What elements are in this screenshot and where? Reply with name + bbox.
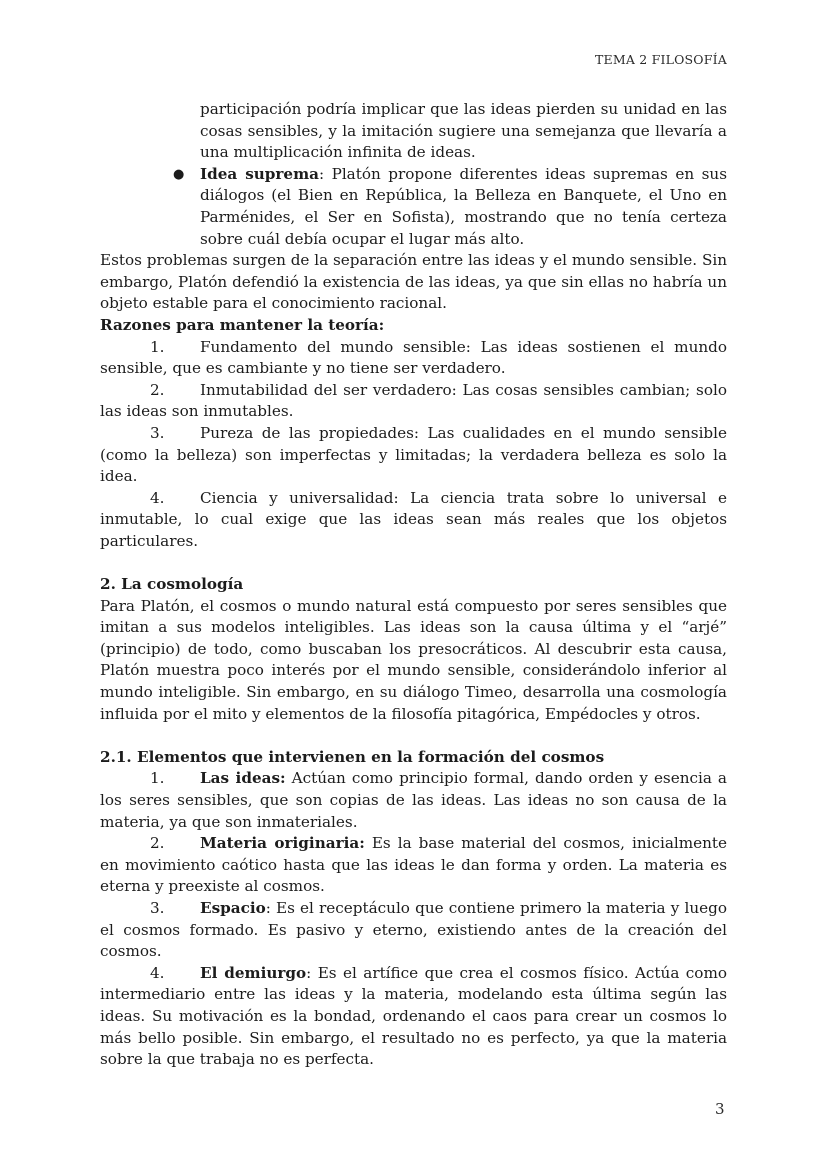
element-text: : Es el artífice que crea el cosmos físico. Actúa como intermediario entre las ideas y la materia, modelando esta última según las ideas. Su motivación es la bondad, ordenando el caos para crear un cosmos lo más bello posible. Sin embargo, el resultado no es perfecto, ya que la materia sobre la que trabaja no es perfecta. — [100, 963, 727, 1069]
list-number: 3. — [150, 423, 165, 442]
bullet-item-idea-suprema — [173, 164, 727, 250]
reason-text: Ciencia y universalidad: La ciencia trata sobre lo universal e inmutable, lo cual exige que las ideas sean más reales que los objetos particulares. — [100, 488, 727, 550]
element-label: Espacio — [200, 898, 266, 917]
reason-item-2 — [100, 380, 727, 423]
reason-item-1 — [100, 337, 727, 380]
list-number: 3. — [150, 898, 165, 917]
list-number: 2. — [150, 834, 165, 853]
subsection-heading-elements: 2.1. Elementos que intervienen en la formación del cosmos — [100, 747, 605, 766]
element-label: El demiurgo — [200, 963, 307, 982]
bullet-text: : Platón propone diferentes ideas supremas en sus diálogos (el Bien en República, la Belleza en Banquete, el Uno en Parménides, el Ser en Sofista), mostrando que no tenía certeza sobre cuál debía ocupar el lugar más alto. — [200, 164, 727, 248]
summary-paragraph: Estos problemas surgen de la separación entre las ideas y el mundo sensible. Sin embargo, Platón defendió la existencia de las ideas, ya que sin ellas no habría un objeto estable para el conocimiento racional. — [100, 251, 727, 313]
list-number: 2. — [150, 380, 165, 399]
reason-text: Fundamento del mundo sensible: Las ideas sostienen el mundo sensible, que es cambiante y no tiene ser verdadero. — [100, 337, 727, 378]
page-body — [100, 99, 727, 1071]
reason-item-3 — [100, 423, 727, 488]
reason-text: Inmutabilidad del ser verdadero: Las cosas sensibles cambian; solo las ideas son inmutables. — [100, 380, 727, 421]
reason-text: Pureza de las propiedades: Las cualidades en el mundo sensible (como la belleza) son imperfectas y limitadas; la verdadera belleza es solo la idea. — [100, 423, 727, 486]
section-heading-cosmology: 2. La cosmología — [100, 575, 244, 594]
spacer — [100, 725, 727, 747]
element-item-3 — [100, 898, 727, 963]
element-text: Actúan como principio formal, dando orden y esencia a los seres sensibles, que son copias de las ideas. Las ideas no son causa de la materia, ya que son inmateriales. — [100, 769, 727, 831]
spacer — [100, 552, 727, 574]
reason-item-4 — [100, 488, 727, 553]
list-number: 4. — [150, 963, 165, 982]
page-number: 3 — [715, 1100, 725, 1118]
list-number: 4. — [150, 488, 165, 507]
element-text: : Es el receptáculo que contiene primero la materia y luego el cosmos formado. Es pasivo y eterno, existiendo antes de la creación del cosmos. — [100, 898, 727, 961]
list-number: 1. — [150, 337, 165, 356]
element-item-1 — [100, 768, 727, 833]
element-item-2 — [100, 833, 727, 898]
continuation-paragraph: participación podría implicar que las ideas pierden su unidad en las cosas sensibles, y la imitación sugiere una semejanza que llevaría a una multiplicación infinita de ideas. — [200, 100, 727, 162]
reasons-heading: Razones para mantener la teoría: — [100, 315, 385, 334]
element-label: Materia originaria: — [200, 834, 365, 853]
element-label: Las ideas: — [200, 769, 286, 788]
element-item-4 — [100, 963, 727, 1071]
bullet-icon: ● — [173, 166, 185, 182]
cosmology-paragraph: Para Platón, el cosmos o mundo natural está compuesto por seres sensibles que imitan a sus modelos inteligibles. Las ideas son la causa última y el “arjé” (principio) de todo, como buscaban los presocráticos. Al descubrir esta causa, Platón muestra poco interés por el mundo sensible, considerándolo inferior al mundo inteligible. Sin embargo, en su diálogo Timeo, desarrolla una cosmología influida por el mito y elementos de la filosofía pitagórica, Empédocles y otros. — [100, 596, 727, 723]
list-number: 1. — [150, 769, 165, 788]
element-text: Es la base material del cosmos, inicialmente en movimiento caótico hasta que las ideas le dan forma y orden. La materia es eterna y preexiste al cosmos. — [100, 834, 728, 896]
running-header: TEMA 2 FILOSOFÍA — [595, 52, 727, 67]
bullet-label: Idea suprema — [200, 164, 319, 183]
